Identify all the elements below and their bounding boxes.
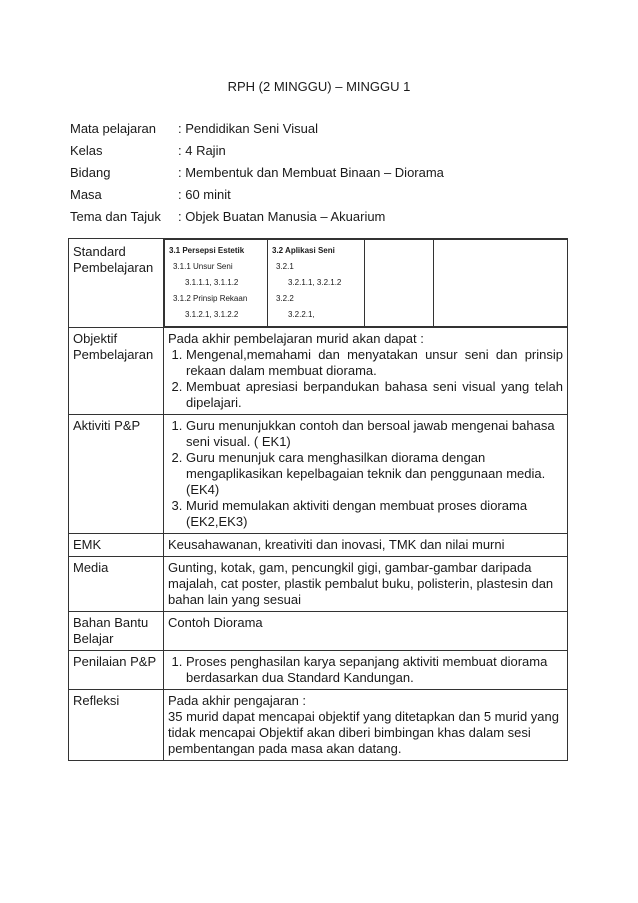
row-standard (69, 239, 568, 328)
meta-label: Kelas (70, 142, 103, 158)
assessment-list (168, 654, 563, 686)
row-activity (69, 415, 568, 534)
row-objective (69, 328, 568, 415)
standard-line: 3.1.2.1, 3.1.2.2 (185, 310, 239, 319)
meta-label: Masa (70, 186, 102, 202)
meta-value: : Objek Buatan Manusia – Akuarium (178, 208, 386, 224)
standard-line: 3.2.2.1, (288, 310, 315, 319)
row-media (69, 557, 568, 612)
row-label: Bahan Bantu Belajar (69, 612, 164, 651)
row-assessment (69, 651, 568, 690)
objective-intro: Pada akhir pembelajaran murid akan dapat : (168, 331, 424, 346)
standard-line: 3.1.2 Prinsip Rekaan (173, 294, 248, 303)
activity-cell (164, 415, 568, 534)
emk-cell: Keusahawanan, kreativiti dan inovasi, TMK dan nilai murni (164, 534, 568, 557)
meta-value: : Membentuk dan Membuat Binaan – Diorama (178, 164, 444, 180)
list-item: 2. Membuat apresiasi berpandukan bahasa seni visual yang telah dipelajari. (186, 379, 563, 411)
list-item: 1. Mengenal,memahami dan menyatakan unsur seni dan prinsip rekaan dalam membuat diorama. (186, 347, 563, 379)
standard-col-empty (365, 240, 434, 327)
meta-row-theme (70, 205, 444, 227)
activity-list (168, 418, 563, 530)
row-label: EMK (69, 534, 164, 557)
list-item: 2. Guru menunjuk cara menghasilkan diorama dengan mengaplikasikan kepelbagaian teknik dan penggunaan media. (EK4) (186, 450, 563, 498)
teaching-aids-cell: Contoh Diorama (164, 612, 568, 651)
list-item: 1. Proses penghasilan karya sepanjang aktiviti membuat diorama berdasarkan dua Standard Kandungan. (186, 654, 563, 686)
row-label: Standard Pembelajaran (69, 239, 164, 328)
media-cell: Gunting, kotak, gam, pencungkil gigi, gambar-gambar daripada majalah, cat poster, plastik pembalut buku, polisterin, plastesin dan bahan lain yang sesuai (164, 557, 568, 612)
standard-col-empty (434, 240, 568, 327)
standard-head: 3.1 Persepsi Estetik (169, 246, 245, 255)
meta-row-subject (70, 117, 444, 139)
meta-label: Tema dan Tajuk (70, 208, 161, 224)
row-reflection (69, 690, 568, 761)
reflection-intro: Pada akhir pengajaran : (168, 693, 307, 708)
standard-col-aesthetic (165, 240, 268, 327)
standard-line: 3.1.1.1, 3.1.1.2 (185, 278, 239, 287)
standard-line: 3.2.1 (276, 262, 294, 271)
row-label: Penilaian P&P (69, 651, 164, 690)
standard-col-application (268, 240, 365, 327)
standard-line: 3.1.1 Unsur Seni (173, 262, 233, 271)
row-label: Media (69, 557, 164, 612)
row-label: Objektif Pembelajaran (69, 328, 164, 415)
meta-row-class (70, 139, 444, 161)
meta-row-field (70, 161, 444, 183)
assessment-cell (164, 651, 568, 690)
row-label: Aktiviti P&P (69, 415, 164, 534)
meta-row-time (70, 183, 444, 205)
meta-value: : 4 Rajin (178, 142, 226, 158)
meta-value: : 60 minit (178, 186, 231, 202)
row-emk (69, 534, 568, 557)
standard-cell (164, 239, 568, 328)
meta-label: Mata pelajaran (70, 120, 156, 136)
page-title: RPH (2 MINGGU) – MINGGU 1 (227, 79, 411, 94)
objective-cell (164, 328, 568, 415)
list-item: 3. Murid memulakan aktiviti dengan membuat proses diorama (EK2,EK3) (186, 498, 563, 530)
row-teaching-aids (69, 612, 568, 651)
standard-grid (164, 239, 567, 327)
meta-label: Bidang (70, 164, 111, 180)
lesson-plan-table (68, 238, 568, 761)
meta-block (70, 117, 444, 227)
reflection-cell (164, 690, 568, 761)
standard-head: 3.2 Aplikasi Seni (272, 246, 335, 255)
standard-line: 3.2.1.1, 3.2.1.2 (288, 278, 342, 287)
list-item: 1. Guru menunjukkan contoh dan bersoal jawab mengenai bahasa seni visual. ( EK1) (186, 418, 563, 450)
standard-line: 3.2.2 (276, 294, 294, 303)
reflection-text: 35 murid dapat mencapai objektif yang ditetapkan dan 5 murid yang tidak mencapai Objektif akan diberi bimbingan khas dalam sesi pembentangan pada masa akan datang. (168, 709, 559, 756)
meta-value: : Pendidikan Seni Visual (178, 120, 318, 136)
objective-list (168, 347, 563, 411)
row-label: Refleksi (69, 690, 164, 761)
